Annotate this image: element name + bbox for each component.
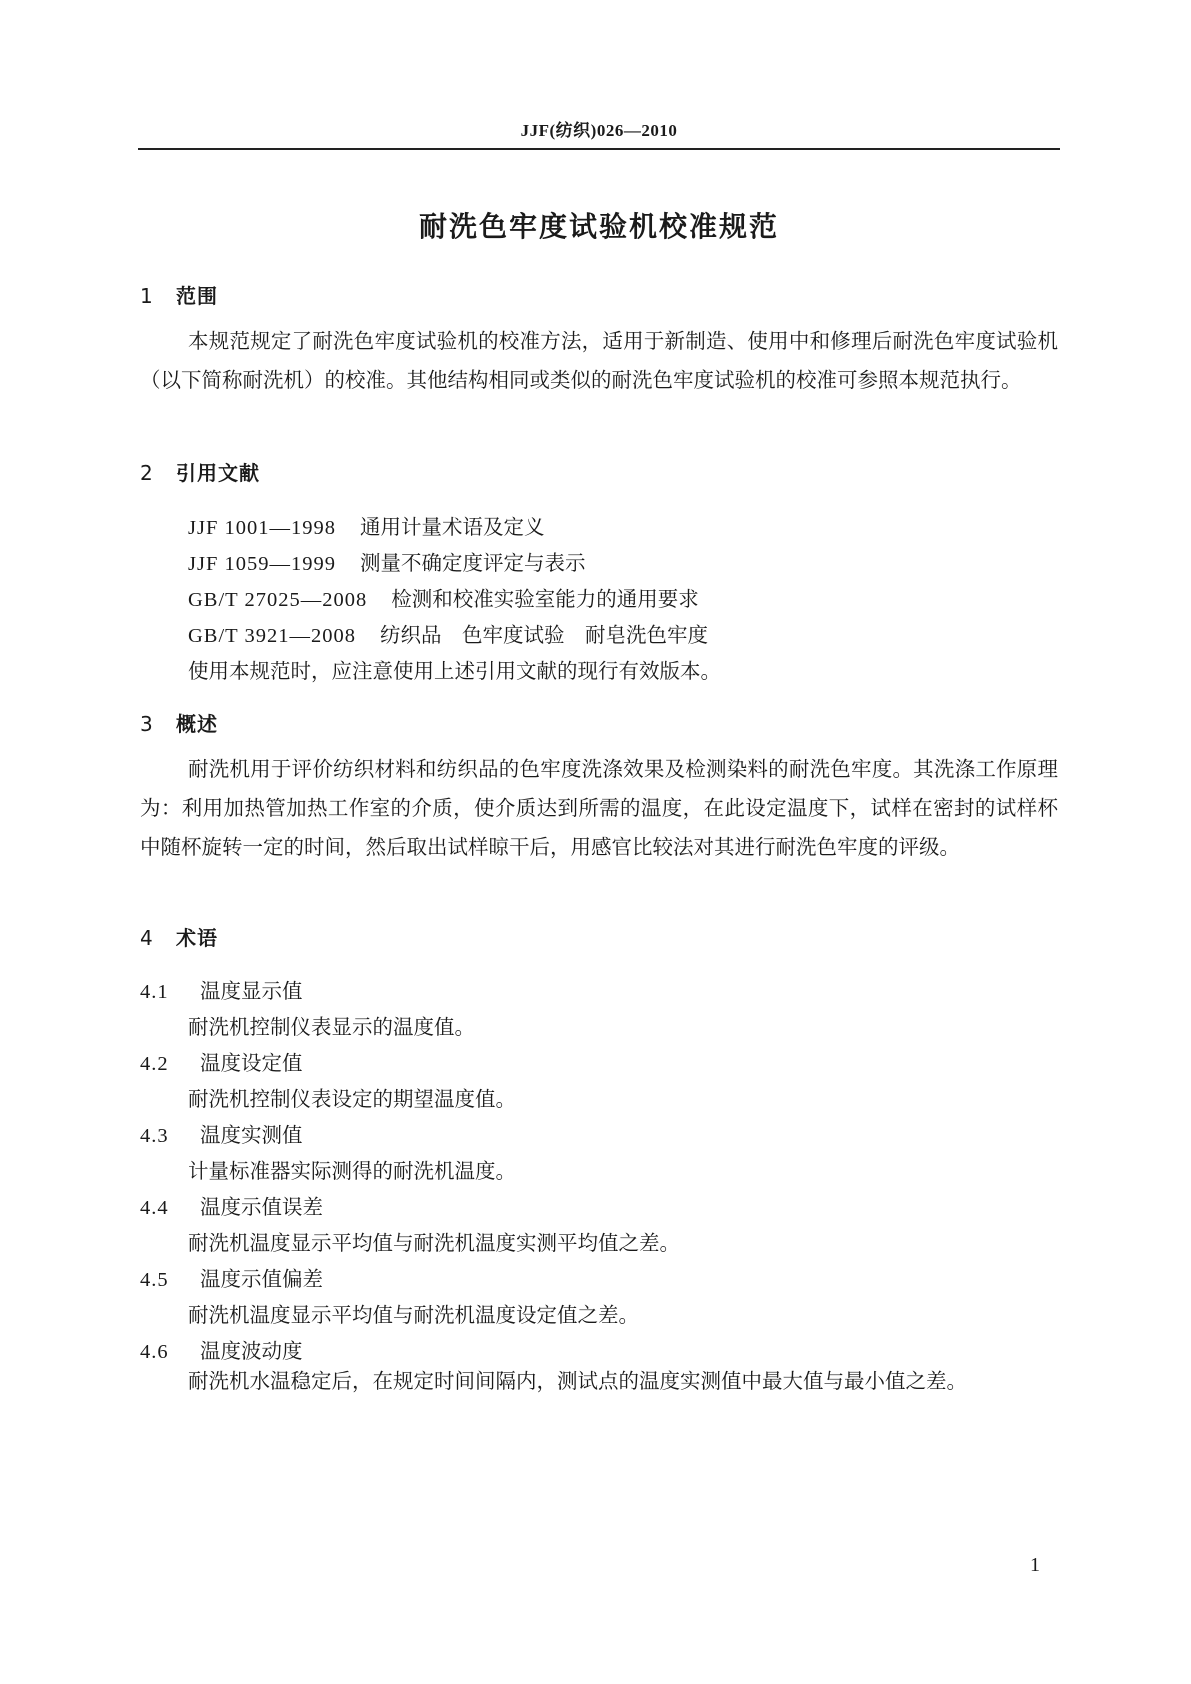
section-title: 范围 [176,284,218,308]
reference-code: JJF 1001—1998 [188,517,336,539]
term-definition: 耐洗机温度显示平均值与耐洗机温度设定值之差。 [188,1303,639,1327]
reference-item [188,546,585,576]
reference-item [188,582,699,612]
term-heading [140,1190,323,1220]
term-number: 4.3 [140,1125,169,1147]
section-heading-overview [140,708,218,737]
document-code-header: JJF(纺织)026—2010 [520,121,678,140]
reference-title: 测量不确定度评定与表示 [359,551,586,575]
reference-title: 检测和校准实验室能力的通用要求 [391,587,699,611]
references-note: 使用本规范时，应注意使用上述引用文献的现行有效版本。 [188,659,721,683]
section-number: 1 [140,284,154,308]
term-heading [140,1334,303,1364]
section-number: 4 [140,926,154,950]
section-number: 3 [140,712,154,736]
term-number: 4.5 [140,1269,169,1291]
reference-title: 纺织品 色牢度试验 耐皂洗色牢度 [379,623,708,647]
term-name: 温度设定值 [200,1051,303,1075]
term-number: 4.2 [140,1053,169,1075]
term-name: 温度示值偏差 [200,1267,323,1291]
section-heading-references [140,457,260,486]
section-heading-scope [140,280,218,309]
section-heading-terms [140,922,218,951]
term-heading [140,1046,303,1076]
section-title: 概述 [176,712,218,736]
section-title: 引用文献 [176,461,260,485]
term-definition: 计量标准器实际测得的耐洗机温度。 [188,1159,516,1183]
term-number: 4.1 [140,981,169,1003]
section-title: 术语 [176,926,218,950]
term-number: 4.6 [140,1341,169,1363]
reference-item [188,510,544,540]
overview-paragraph: 耐洗机用于评价纺织材料和纺织品的色牢度洗涤效果及检测染料的耐洗色牢度。其洗涤工作原理为：利用加热管加热工作室的介质，使介质达到所需的温度，在此设定温度下，试样在密封的试样杯中随杯旋转一定的时间，然后取出试样晾干后，用感官比较法对其进行耐洗色牢度的评级。 [140,757,1058,859]
page-number: 1 [1030,1554,1040,1576]
header-rule [138,148,1060,150]
section-number: 2 [140,461,154,485]
term-name: 温度示值误差 [200,1195,323,1219]
document-title: 耐洗色牢度试验机校准规范 [418,210,779,243]
reference-item [188,618,708,648]
term-heading [140,974,303,1004]
reference-code: GB/T 27025—2008 [188,589,368,611]
term-heading [140,1262,323,1292]
reference-code: GB/T 3921—2008 [188,625,356,647]
term-definition: 耐洗机温度显示平均值与耐洗机温度实测平均值之差。 [188,1231,680,1255]
term-name: 温度显示值 [200,979,303,1003]
term-definition-wrapped: 耐洗机水温稳定后，在规定时间间隔内，测试点的温度实测值中最大值与最小值之差。 [188,1369,967,1393]
term-number: 4.4 [140,1197,169,1219]
reference-title: 通用计量术语及定义 [359,515,545,539]
term-name: 温度波动度 [200,1339,303,1363]
term-heading [140,1118,303,1148]
term-name: 温度实测值 [200,1123,303,1147]
term-definition: 耐洗机控制仪表设定的期望温度值。 [188,1087,516,1111]
scope-paragraph: 本规范规定了耐洗色牢度试验机的校准方法，适用于新制造、使用中和修理后耐洗色牢度试验机（以下简称耐洗机）的校准。其他结构相同或类似的耐洗色牢度试验机的校准可参照本规范执行。 [140,329,1058,392]
term-definition: 耐洗机控制仪表显示的温度值。 [188,1015,475,1039]
reference-code: JJF 1059—1999 [188,553,336,575]
